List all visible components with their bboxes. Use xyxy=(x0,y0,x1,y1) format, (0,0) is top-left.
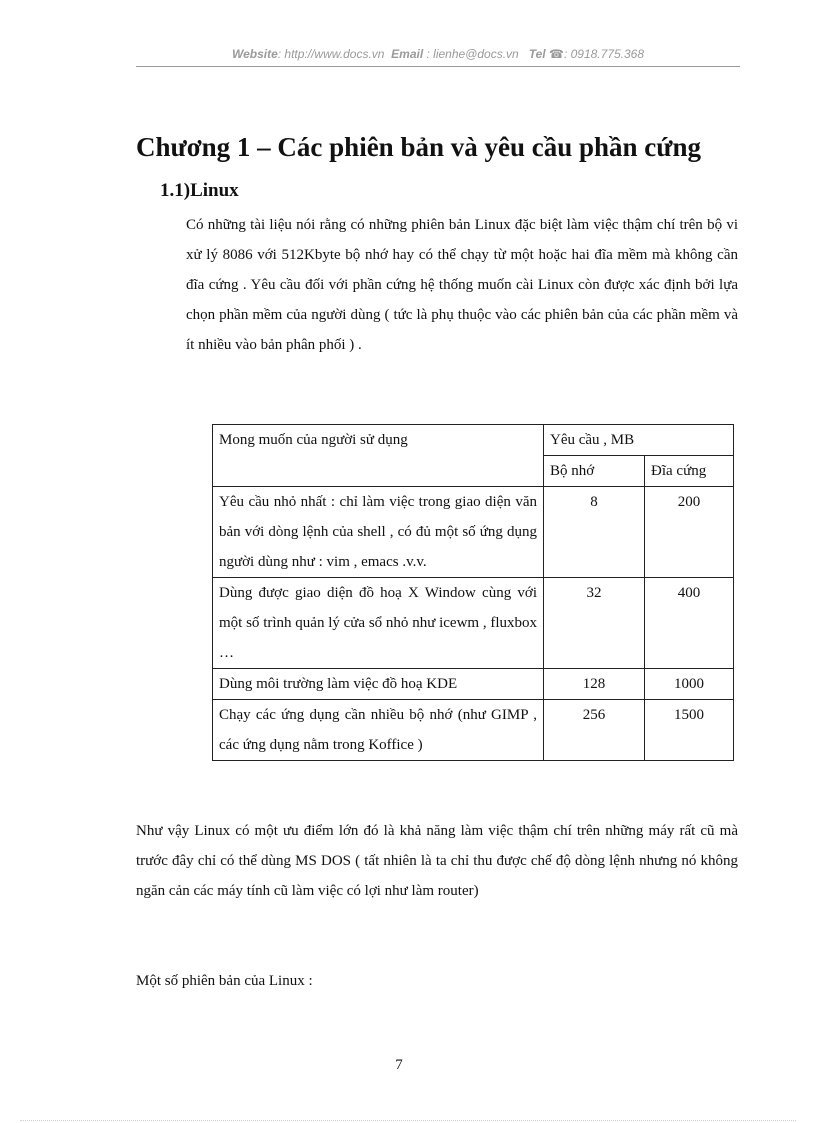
table-row xyxy=(213,578,734,669)
requirements-table xyxy=(212,424,734,761)
website-label: Website xyxy=(231,47,278,61)
table-row xyxy=(213,669,734,700)
header-desc-cell: Mong muốn của người sử dụng xyxy=(213,425,544,487)
footer-divider xyxy=(20,1120,796,1121)
row-desc: Yêu cầu nhỏ nhất : chỉ làm việc trong giao diện văn bản với dòng lệnh của shell , có đủ một số ứng dụng người dùng như : vim , emacs .v.v. xyxy=(213,487,544,578)
section-title: 1.1)Linux xyxy=(160,180,239,201)
chapter-title: Chương 1 – Các phiên bản và yêu cầu phần cứng xyxy=(136,132,701,162)
header-mem-cell: Bộ nhớ xyxy=(544,456,645,487)
header-divider xyxy=(136,66,740,67)
header-disk-cell: Đĩa cứng xyxy=(645,456,734,487)
row-mem: 128 xyxy=(544,669,645,700)
tel-label: Tel xyxy=(528,47,546,61)
row-desc: Chạy các ứng dụng cần nhiều bộ nhớ (như GIMP , các ứng dụng nằm trong Koffice ) xyxy=(213,700,544,761)
row-disk: 1500 xyxy=(645,700,734,761)
email-label: Email xyxy=(391,47,424,61)
row-disk: 1000 xyxy=(645,669,734,700)
header-req-cell: Yêu cầu , MB xyxy=(544,425,734,456)
row-desc: Dùng được giao diện đồ hoạ X Window cùng với một số trình quản lý cửa sổ nhỏ như icewm , fluxbox … xyxy=(213,578,544,669)
website-value: : http://www.docs.vn xyxy=(277,47,385,61)
row-mem: 8 xyxy=(544,487,645,578)
row-disk: 400 xyxy=(645,578,734,669)
row-desc: Dùng môi trường làm việc đồ hoạ KDE xyxy=(213,669,544,700)
row-mem: 256 xyxy=(544,700,645,761)
table-header-row xyxy=(213,425,734,456)
row-disk: 200 xyxy=(645,487,734,578)
table-row xyxy=(213,487,734,578)
table-row xyxy=(213,700,734,761)
email-value: : lienhe@docs.vn xyxy=(423,47,519,61)
page-number: 7 xyxy=(395,1057,403,1073)
paragraph-conclusion: Như vậy Linux có một ưu điểm lớn đó là khả năng làm việc thậm chí trên những máy rất cũ mà trước đây chỉ có thể dùng MS DOS ( tất nhiên là ta chỉ thu được chế độ dòng lệnh nhưng nó không ngăn cản các máy tính cũ làm việc có lợi như làm router) xyxy=(136,823,738,899)
paragraph-intro: Có những tài liệu nói rằng có những phiên bản Linux đặc biệt làm việc thậm chí trên bộ vi xử lý 8086 với 512Kbyte bộ nhớ hay có thể chạy từ một hoặc hai đĩa mềm mà không cần đĩa cứng . Yêu cầu đối với phần cứng hệ thống muốn cài Linux còn được xác định bởi lựa chọn phần mềm của người dùng ( tức là phụ thuộc vào các phiên bản của các phần mềm và ít nhiều vào bản phân phối ) . xyxy=(186,217,738,353)
row-mem: 32 xyxy=(544,578,645,669)
tel-value: ☎: 0918.775.368 xyxy=(549,47,645,61)
paragraph-versions-intro: Một số phiên bản của Linux : xyxy=(136,973,313,989)
page-header xyxy=(136,47,740,61)
